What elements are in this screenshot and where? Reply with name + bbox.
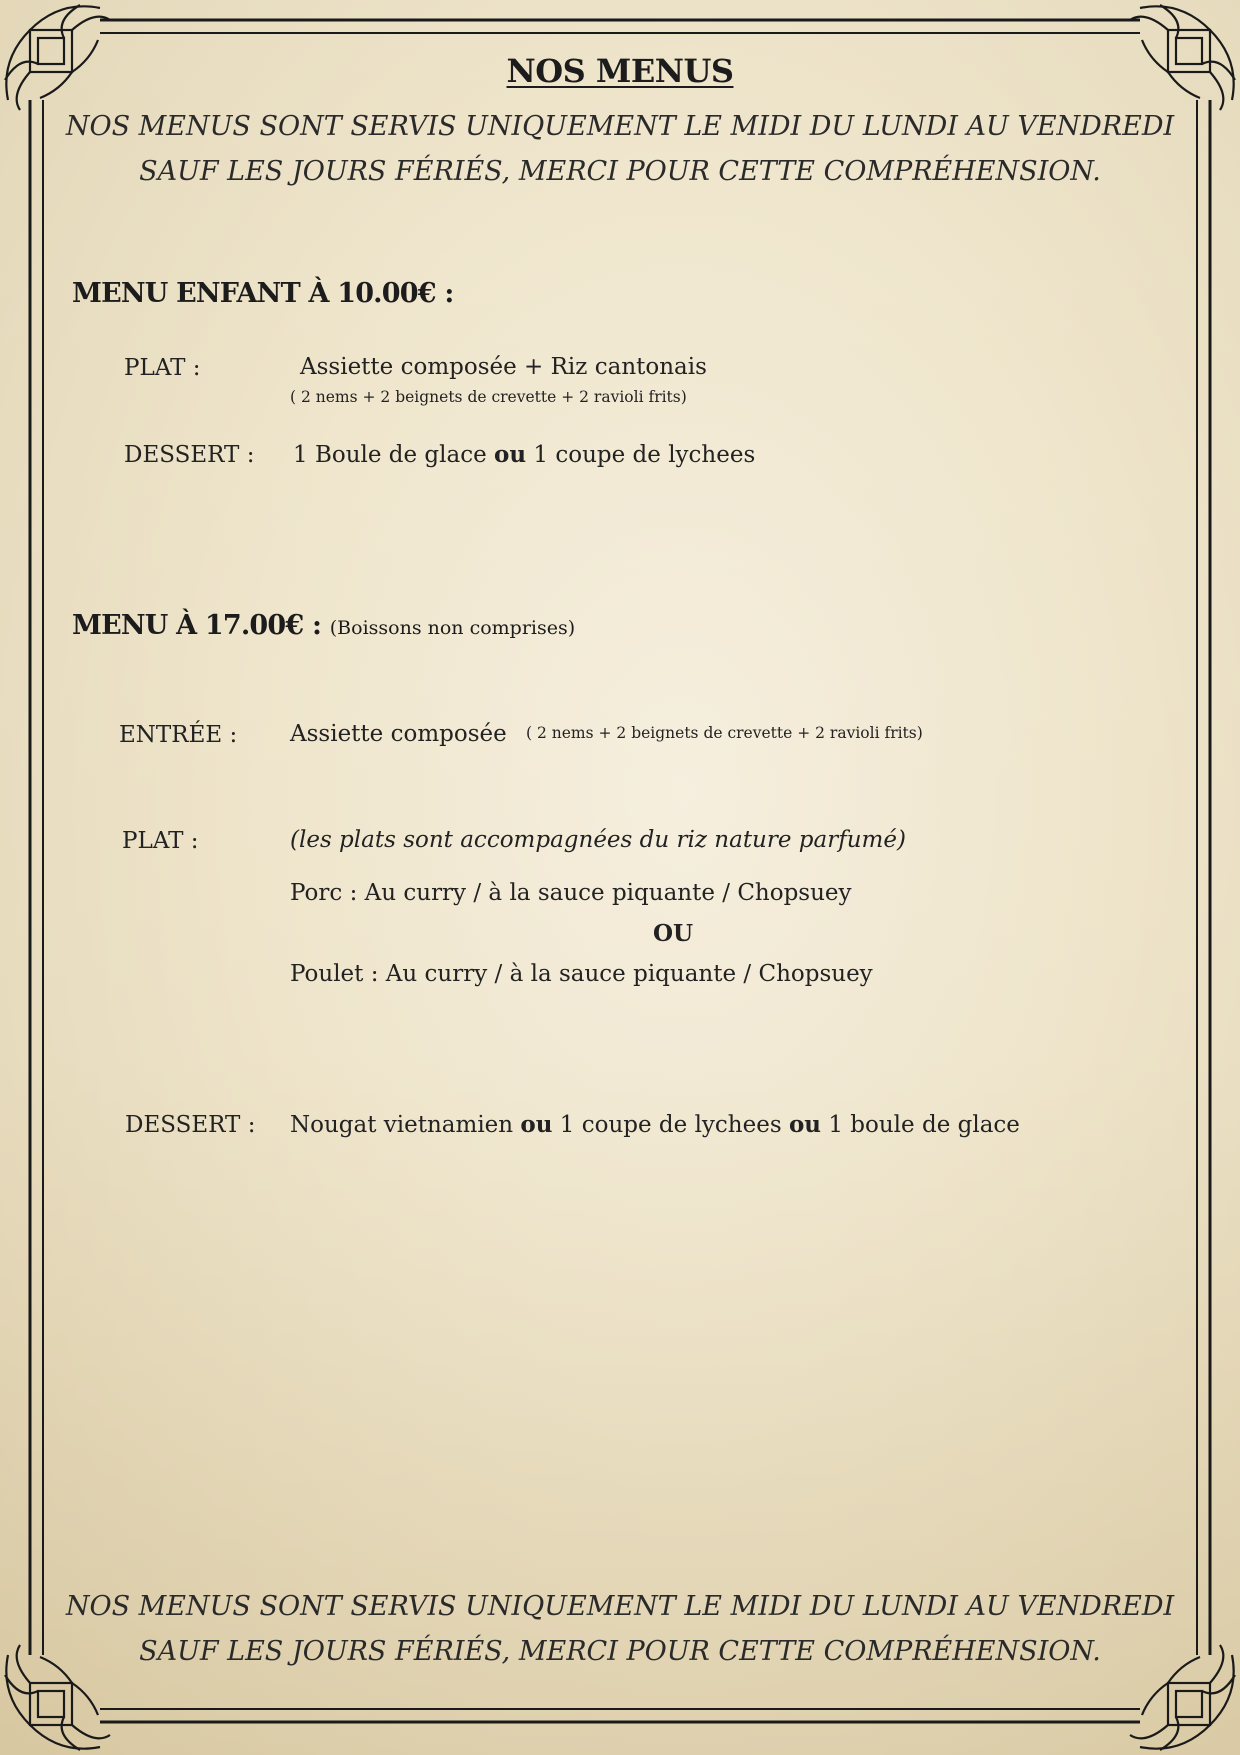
menu-17-dessert-value	[290, 1111, 1020, 1138]
dessert-option: Nougat vietnamien	[290, 1112, 514, 1138]
menu-17-entree-value: Assiette composée	[290, 721, 507, 747]
menu-17-title	[72, 610, 575, 641]
dessert-or: ou	[494, 441, 527, 468]
menu-enfant-dessert-label: DESSERT :	[124, 442, 255, 468]
menu-enfant-plat-detail: ( 2 nems + 2 beignets de crevette + 2 ravioli frits)	[290, 388, 687, 406]
menu-17-title-text: MENU À 17.00€ :	[72, 610, 322, 641]
menu-17-plat-option-porc: Porc : Au curry / à la sauce piquante / Chopsuey	[290, 880, 852, 906]
dessert-option: 1 coupe de lychees	[559, 1112, 782, 1138]
menu-17-plat-note: (les plats sont accompagnées du riz nature parfumé)	[290, 827, 906, 853]
menu-17-plat-option-poulet: Poulet : Au curry / à la sauce piquante / Chopsuey	[290, 961, 873, 987]
menu-17-note: (Boissons non comprises)	[329, 617, 576, 639]
menu-17-dessert-label: DESSERT :	[125, 1112, 256, 1138]
dessert-option: 1 Boule de glace	[293, 442, 487, 468]
dessert-or: ou	[520, 1111, 553, 1138]
menu-enfant-plat-label: PLAT :	[124, 355, 201, 381]
menu-17-plat-label: PLAT :	[122, 828, 199, 854]
service-notice: NOS MENUS SONT SERVIS UNIQUEMENT LE MIDI DU LUNDI AU VENDREDI SAUF LES JOURS FÉRIÉS, MERCI POUR CETTE COMPRÉHENSION.	[65, 111, 1175, 187]
menu-enfant-plat-value: Assiette composée + Riz cantonais	[300, 354, 707, 380]
menu-enfant-dessert-value	[293, 441, 755, 468]
dessert-option: 1 boule de glace	[828, 1112, 1020, 1138]
menu-17-entree-detail: ( 2 nems + 2 beignets de crevette + 2 ravioli frits)	[526, 724, 923, 742]
footer-notice: NOS MENUS SONT SERVIS UNIQUEMENT LE MIDI DU LUNDI AU VENDREDI SAUF LES JOURS FÉRIÉS, MERCI POUR CETTE COMPRÉHENSION.	[65, 1591, 1175, 1667]
dessert-option: 1 coupe de lychees	[533, 442, 756, 468]
menu-17-entree-label: ENTRÉE :	[119, 722, 238, 748]
dessert-or: ou	[788, 1111, 822, 1138]
menu-enfant-title: MENU ENFANT À 10.00€ :	[72, 278, 454, 309]
menu-17-plat-or: OU	[653, 920, 694, 947]
page-title: NOS MENUS	[506, 52, 734, 90]
